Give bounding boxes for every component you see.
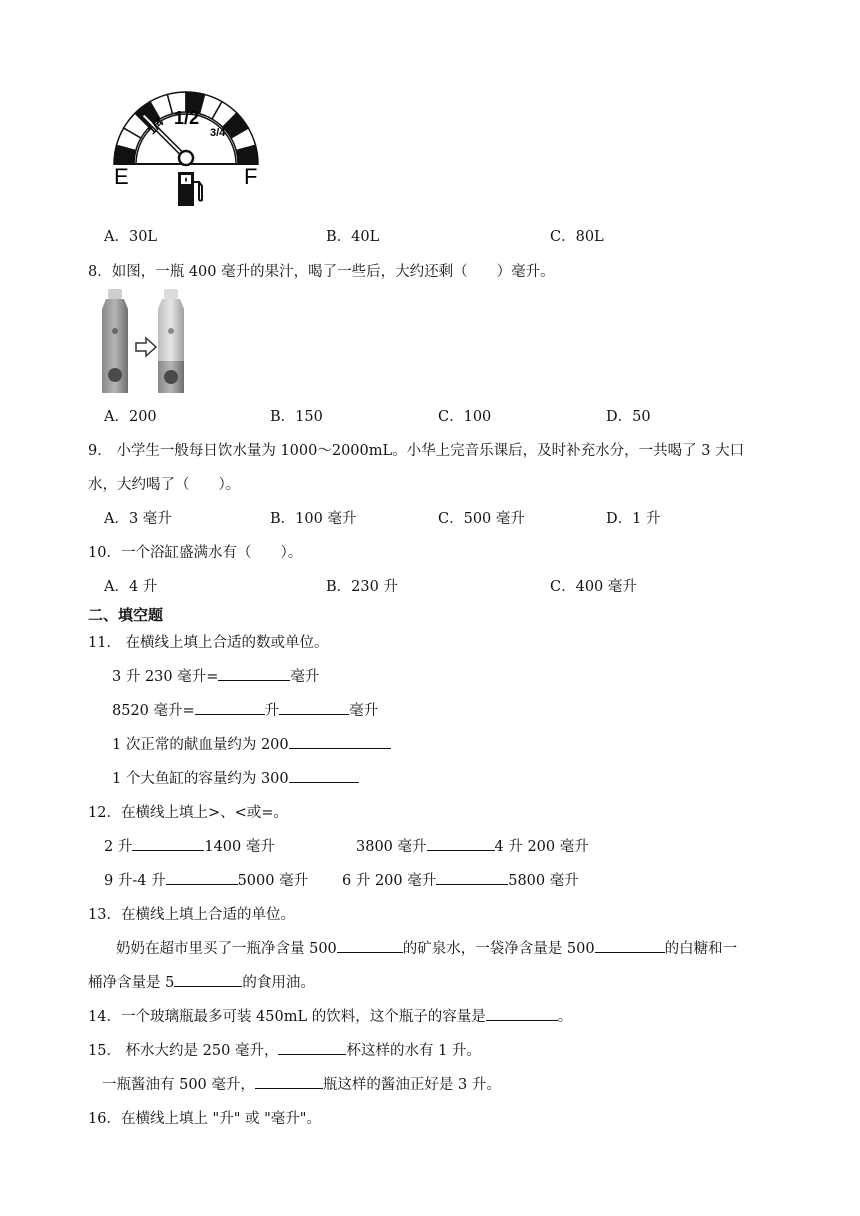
answer-blank[interactable] bbox=[337, 938, 403, 953]
half-bottle-icon bbox=[158, 289, 184, 393]
answer-blank[interactable] bbox=[132, 836, 204, 851]
answer-blank[interactable] bbox=[174, 972, 242, 987]
fuel-gauge-figure bbox=[106, 82, 266, 212]
q8-option-c[interactable]: C．100 bbox=[438, 409, 492, 425]
q10-stem: 10．一个浴缸盛满水有（ ）。 bbox=[88, 545, 303, 561]
gauge-label-empty: E bbox=[114, 164, 129, 189]
section-fill-in-title: 二、填空题 bbox=[88, 606, 164, 624]
answer-blank[interactable] bbox=[166, 870, 238, 885]
q13-line2: 桶净含量是 5 的食用油。 bbox=[88, 971, 315, 992]
q9-option-a[interactable]: A．3 毫升 bbox=[104, 511, 172, 527]
q12-stem: 12．在横线上填上>、<或=。 bbox=[88, 805, 288, 821]
q8-stem: 8．如图，一瓶 400 毫升的果汁，喝了一些后，大约还剩（ ）毫升。 bbox=[88, 264, 555, 280]
q15-line1: 15． 杯水大约是 250 毫升， 杯这样的水有 1 升。 bbox=[88, 1039, 481, 1060]
q9-option-c[interactable]: C．500 毫升 bbox=[438, 511, 525, 527]
gauge-hub bbox=[179, 151, 193, 165]
q12-item-c: 9 升-4 升 5000 毫升 bbox=[104, 869, 308, 890]
answer-blank[interactable] bbox=[279, 700, 349, 715]
q11-line3: 1 次正常的献血量约为 200 bbox=[112, 733, 391, 754]
gauge-label-three-quarter: 3/4 bbox=[210, 127, 226, 139]
arrow-right-icon bbox=[136, 338, 156, 356]
answer-blank[interactable] bbox=[195, 700, 265, 715]
fuel-pump-icon bbox=[178, 172, 202, 206]
juice-bottles-figure bbox=[100, 287, 196, 397]
q11-line1: 3 升 230 毫升= 毫升 bbox=[112, 665, 319, 686]
q9-option-d[interactable]: D．1 升 bbox=[606, 511, 661, 527]
q10-option-b[interactable]: B．230 升 bbox=[326, 579, 398, 595]
answer-blank[interactable] bbox=[255, 1074, 323, 1089]
q11-line2: 8520 毫升= 升 毫升 bbox=[112, 699, 378, 720]
q12-item-a: 2 升 1400 毫升 bbox=[104, 835, 275, 856]
q15-line2: 一瓶酱油有 500 毫升， 瓶这样的酱油正好是 3 升。 bbox=[102, 1073, 501, 1094]
q7-option-b[interactable]: B．40L bbox=[326, 229, 380, 245]
answer-blank[interactable] bbox=[427, 836, 495, 851]
q16-stem: 16．在横线上填上 "升" 或 "毫升"。 bbox=[88, 1111, 321, 1127]
gauge-label-full: F bbox=[244, 164, 258, 189]
q8-option-b[interactable]: B．150 bbox=[270, 409, 323, 425]
answer-blank[interactable] bbox=[486, 1006, 558, 1021]
q9-stem-line1: 9． 小学生一般每日饮水量为 1000～2000mL。小华上完音乐课后，及时补充水分，一共喝了 3 大口 bbox=[88, 443, 745, 459]
q12-item-b: 3800 毫升 4 升 200 毫升 bbox=[356, 835, 589, 856]
q7-option-c[interactable]: C．80L bbox=[550, 229, 604, 245]
answer-blank[interactable] bbox=[218, 666, 290, 681]
q9-option-b[interactable]: B．100 毫升 bbox=[270, 511, 357, 527]
q10-option-a[interactable]: A．4 升 bbox=[104, 579, 158, 595]
gauge-label-half: 1/2 bbox=[174, 108, 200, 128]
q10-option-c[interactable]: C．400 毫升 bbox=[550, 579, 637, 595]
q8-option-a[interactable]: A．200 bbox=[104, 409, 157, 425]
q7-option-a[interactable]: A．30L bbox=[104, 229, 158, 245]
q9-stem-line2: 水，大约喝了（ ）。 bbox=[88, 477, 241, 493]
q11-stem: 11． 在横线上填上合适的数或单位。 bbox=[88, 635, 329, 651]
q8-option-d[interactable]: D．50 bbox=[606, 409, 651, 425]
q11-line4: 1 个大鱼缸的容量约为 300 bbox=[112, 767, 359, 788]
full-bottle-icon bbox=[102, 289, 128, 393]
answer-blank[interactable] bbox=[289, 734, 391, 749]
q14: 14．一个玻璃瓶最多可装 450mL 的饮料，这个瓶子的容量是 。 bbox=[88, 1005, 572, 1026]
answer-blank[interactable] bbox=[289, 768, 359, 783]
q13-line1: 奶奶在超市里买了一瓶净含量 500 的矿泉水，一袋净含量是 500 的白糖和一 bbox=[116, 937, 737, 958]
gauge-label-quarter: 1/4 bbox=[144, 115, 167, 138]
q12-item-d: 6 升 200 毫升 5800 毫升 bbox=[342, 869, 579, 890]
answer-blank[interactable] bbox=[436, 870, 508, 885]
q13-stem: 13．在横线上填上合适的单位。 bbox=[88, 907, 295, 923]
answer-blank[interactable] bbox=[278, 1040, 346, 1055]
answer-blank[interactable] bbox=[595, 938, 665, 953]
